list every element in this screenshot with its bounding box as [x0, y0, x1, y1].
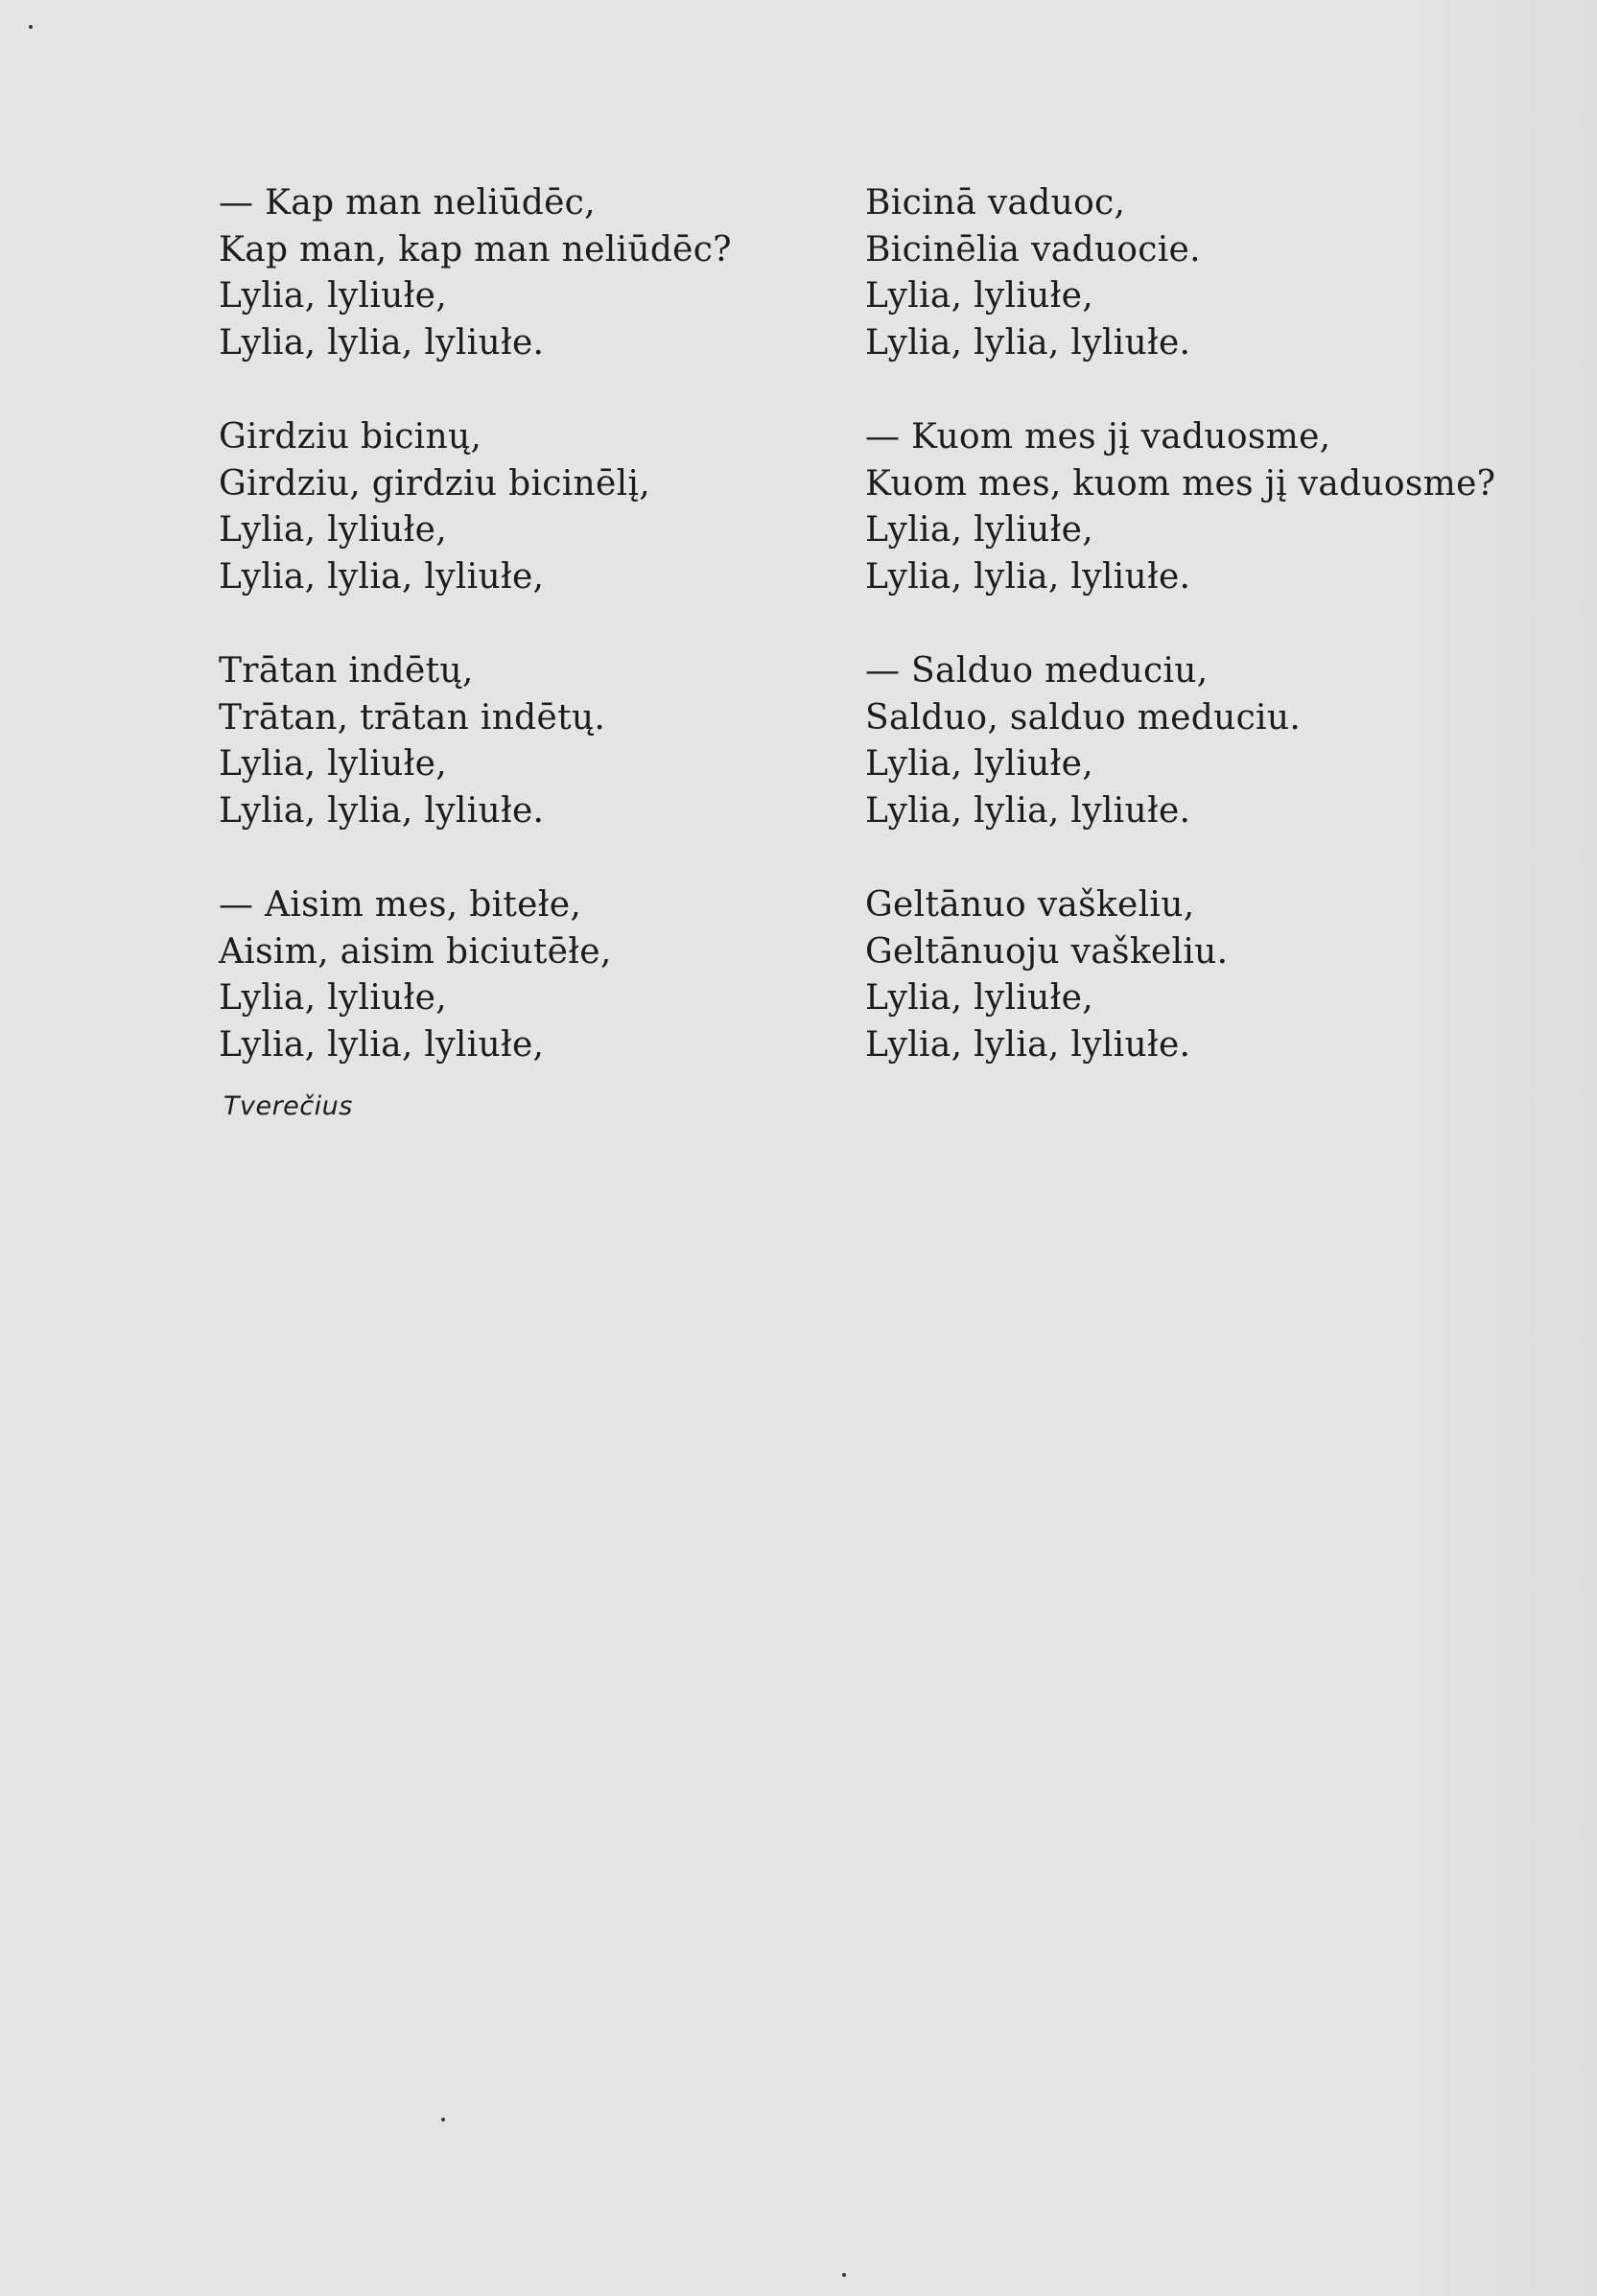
verse-line: Lylia, lylia, lyliułe.	[219, 322, 545, 363]
verse-line: Lylia, lyliułe,	[219, 276, 447, 316]
verse-line: Trātan, trātan indētų.	[219, 697, 606, 738]
verse-line: Lylia, lylia, lyliułe.	[865, 790, 1191, 831]
verse-line: Lylia, lyliułe,	[219, 978, 447, 1018]
verse-line: — Kuom mes jį vaduosme,	[865, 417, 1331, 457]
author-attribution: Tverečius	[223, 1091, 353, 1121]
verse-line: Lylia, lyliułe,	[865, 978, 1093, 1018]
verse-line: Lylia, lyliułe,	[219, 744, 447, 784]
verse-line: Geltānuoju vaškeliu.	[865, 931, 1229, 972]
stanza	[219, 414, 833, 600]
left-column	[219, 180, 833, 1116]
verse-line: Trātan indētų,	[219, 651, 474, 691]
verse-line: Lylia, lylia, lyliułe,	[219, 1024, 545, 1065]
verse-line: Lylia, lylia, lyliułe.	[219, 790, 545, 831]
stanza	[219, 180, 833, 366]
print-speck	[441, 2118, 445, 2121]
verse-line: Bicinēlia vaduocie.	[865, 229, 1201, 269]
verse-line: Lylia, lyliułe,	[865, 276, 1093, 316]
verse-line: Girdziu bicinų,	[219, 417, 482, 457]
verse-line: Geltānuo vaškeliu,	[865, 885, 1195, 925]
print-speck	[842, 2273, 846, 2277]
stanza	[219, 882, 833, 1068]
verse-line: Girdziu, girdziu bicinēlį,	[219, 463, 650, 504]
verse-line: Lylia, lyliułe,	[865, 510, 1093, 550]
verse-line: — Kap man neliūdēc,	[219, 183, 596, 223]
verse-line: Lylia, lylia, lyliułe.	[865, 322, 1191, 363]
verse-line: — Aisim mes, bitełe,	[219, 885, 582, 925]
verse-line: Aisim, aisim biciutēłe,	[219, 931, 612, 972]
verse-line: — Salduo meduciu,	[865, 651, 1209, 691]
stanza	[865, 882, 1575, 1068]
right-column	[865, 180, 1575, 1116]
verse-line: Salduo, salduo meduciu.	[865, 697, 1302, 738]
stanza	[865, 180, 1575, 366]
print-speck	[29, 25, 33, 29]
stanza	[865, 648, 1575, 834]
verse-line: Bicinā vaduoc,	[865, 183, 1126, 223]
verse-line: Lylia, lyliułe,	[219, 510, 447, 550]
verse-line: Lylia, lylia, lyliułe.	[865, 556, 1191, 597]
stanza	[219, 648, 833, 834]
verse-line: Lylia, lylia, lyliułe.	[865, 1024, 1191, 1065]
stanza	[865, 414, 1575, 600]
verse-line: Kap man, kap man neliūdēc?	[219, 229, 732, 269]
verse-line: Kuom mes, kuom mes jį vaduosme?	[865, 463, 1496, 504]
verse-line: Lylia, lylia, lyliułe,	[219, 556, 545, 597]
verse-line: Lylia, lyliułe,	[865, 744, 1093, 784]
